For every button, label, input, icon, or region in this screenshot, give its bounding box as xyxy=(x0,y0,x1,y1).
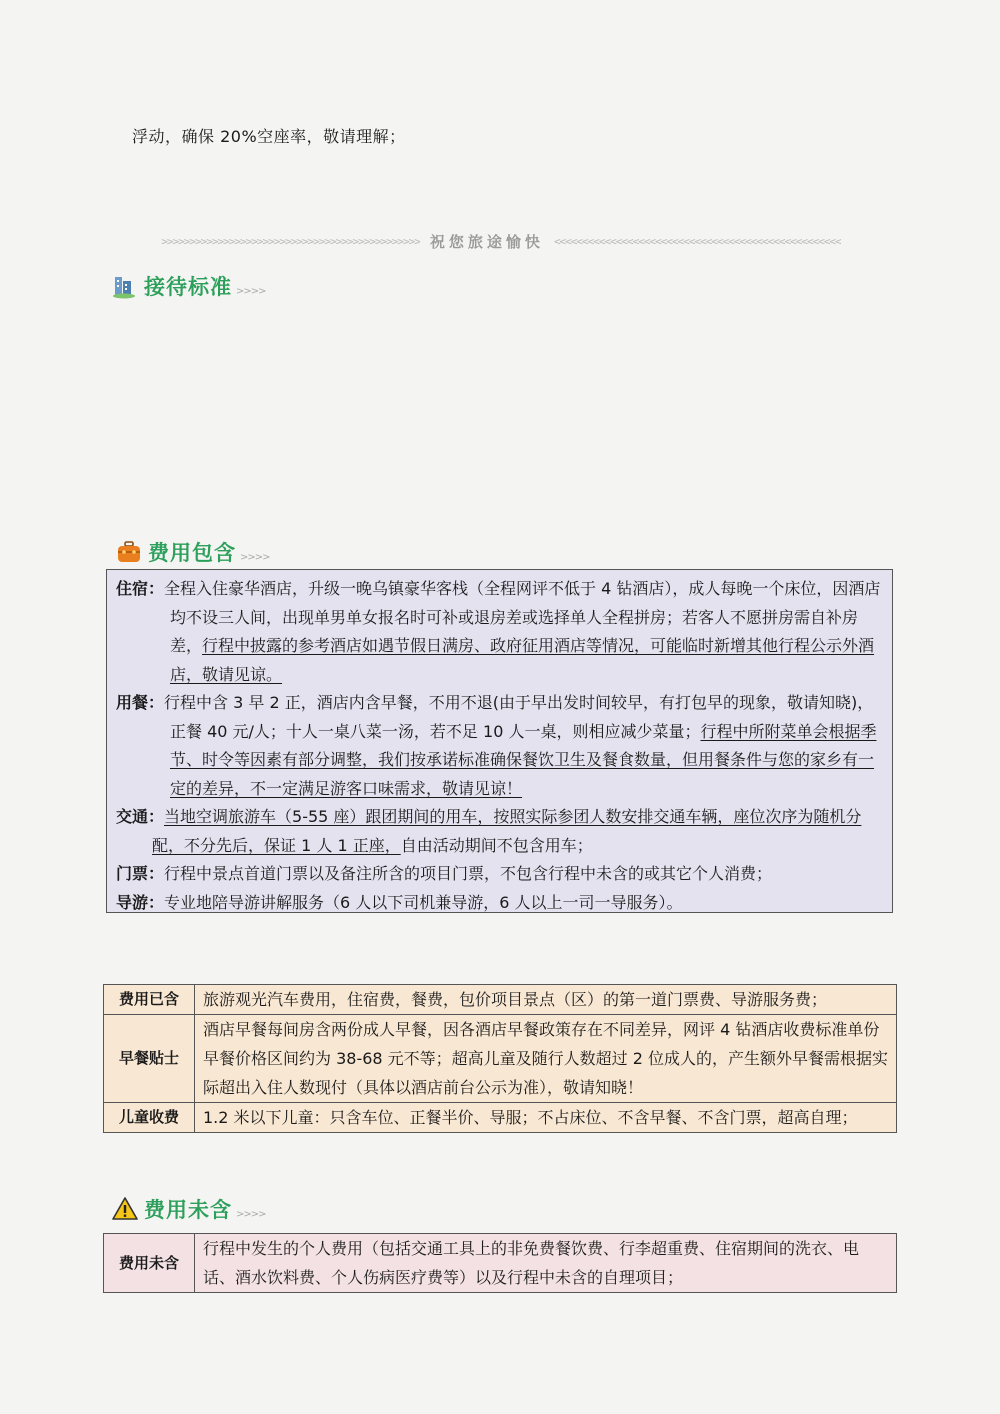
table-row xyxy=(104,985,897,1015)
included-guide xyxy=(116,889,884,918)
section-included xyxy=(116,537,270,567)
item-key: 交通： xyxy=(116,807,165,826)
row-key: 早餐贴士 xyxy=(104,1015,195,1103)
section-chevrons: >>>> xyxy=(236,1208,266,1220)
item-key: 导游： xyxy=(116,892,165,912)
section-excluded xyxy=(112,1194,266,1224)
section-chevrons: >>>> xyxy=(240,551,270,563)
fee-table xyxy=(103,984,897,1133)
section-title-excluded: 费用未含 xyxy=(144,1198,232,1222)
item-text: 行程中景点首道门票以及备注所含的项目门票，不包含行程中未含的或其它个人消费； xyxy=(164,864,773,883)
building-icon xyxy=(112,273,138,299)
continued-note: 浮动，确保 20%空座率，敬请理解； xyxy=(132,127,406,146)
table-row xyxy=(104,1103,897,1133)
divider-left-arrows: >>>>>>>>>>>>>>>>>>>>>>>>>>>>>>>>>>>>>>>>>>>>>> xyxy=(161,234,420,248)
row-key: 儿童收费 xyxy=(104,1103,195,1133)
row-key: 费用已含 xyxy=(104,985,195,1015)
item-key: 门票： xyxy=(116,864,165,883)
included-lodging xyxy=(116,575,884,689)
item-key: 用餐： xyxy=(116,693,165,712)
divider-motto: 祝您旅途愉快 xyxy=(429,232,544,251)
warning-icon xyxy=(112,1196,138,1222)
item-text-underlined: 行程中所附菜单会根据季节、时令等因素有部分调整，我们按承诺标准确保餐饮卫生及餐食数量，但用餐条件与您的家乡有一定的差异，不一定满足游客口味需求，敬请见谅！ xyxy=(170,721,877,798)
item-text: 专业地陪导游讲解服务（6 人以下司机兼导游，6 人以上一司一导服务）。 xyxy=(164,892,683,912)
section-reception xyxy=(112,271,266,301)
included-box xyxy=(106,569,893,913)
item-text-underlined: 行程中披露的参考酒店如遇节假日满房、政府征用酒店等情况，可能临时新增其他行程公示外酒店，敬请见谅。 xyxy=(170,636,875,684)
item-text: 自由活动期间不包含用车； xyxy=(400,835,593,855)
luggage-icon xyxy=(116,539,142,565)
item-key: 住宿： xyxy=(116,579,165,598)
excluded-table xyxy=(103,1233,897,1293)
item-text: 行程中含 3 早 2 正，酒店内含早餐，不用不退(由于早出发时间较早，有打包早的现象，敬请知晓)，正餐 40 元/人；十人一桌八菜一汤，若不足 10 人一桌，则相应减少菜量； xyxy=(164,693,874,741)
row-value: 1.2 米以下儿童：只含车位、正餐半价、导服；不占床位、不含早餐、不含门票，超高自理； xyxy=(195,1103,897,1133)
included-transport xyxy=(116,803,884,860)
item-text-underlined: 当地空调旅游车（5-55 座）跟团期间的用车，按照实际参团人数安排交通车辆，座位次序为随机分配，不分先后，保证 1 人 1 正座， xyxy=(152,807,862,855)
table-row xyxy=(104,1234,897,1293)
row-value: 酒店早餐每间房含两份成人早餐，因各酒店早餐政策存在不同差异，网评 4 钻酒店收费标准单份早餐价格区间约为 38-68 元不等；超高儿童及随行人数超过 2 位成人的，产生额外早餐需根据实际超出入住人数现付（具体以酒店前台公示为准），敬请知晓！ xyxy=(195,1015,897,1103)
included-tickets xyxy=(116,860,884,889)
item-text: 全程入住豪华酒店，升级一晚乌镇豪华客栈（全程网评不低于 4 钻酒店），成人每晚一个床位，因酒店均不设三人间，出现单男单女报名时可补或退房差或选择单人全程拼房；若客人不愿拼房需自补房差， xyxy=(164,579,881,655)
divider-right-arrows: <<<<<<<<<<<<<<<<<<<<<<<<<<<<<<<<<<<<<<<<<<<<<<<<<<< xyxy=(553,234,841,248)
row-value: 行程中发生的个人费用（包括交通工具上的非免费餐饮费、行李超重费、住宿期间的洗衣、电话、酒水饮料费、个人伤病医疗费等）以及行程中未含的自理项目； xyxy=(195,1234,897,1293)
motto-divider xyxy=(115,230,887,252)
row-key: 费用未含 xyxy=(104,1234,195,1293)
included-meals xyxy=(116,689,884,803)
section-title-reception: 接待标准 xyxy=(144,275,232,299)
section-title-included: 费用包含 xyxy=(148,541,236,565)
row-value: 旅游观光汽车费用，住宿费，餐费，包价项目景点（区）的第一道门票费、导游服务费； xyxy=(195,985,897,1015)
section-chevrons: >>>> xyxy=(236,285,266,297)
table-row xyxy=(104,1015,897,1103)
